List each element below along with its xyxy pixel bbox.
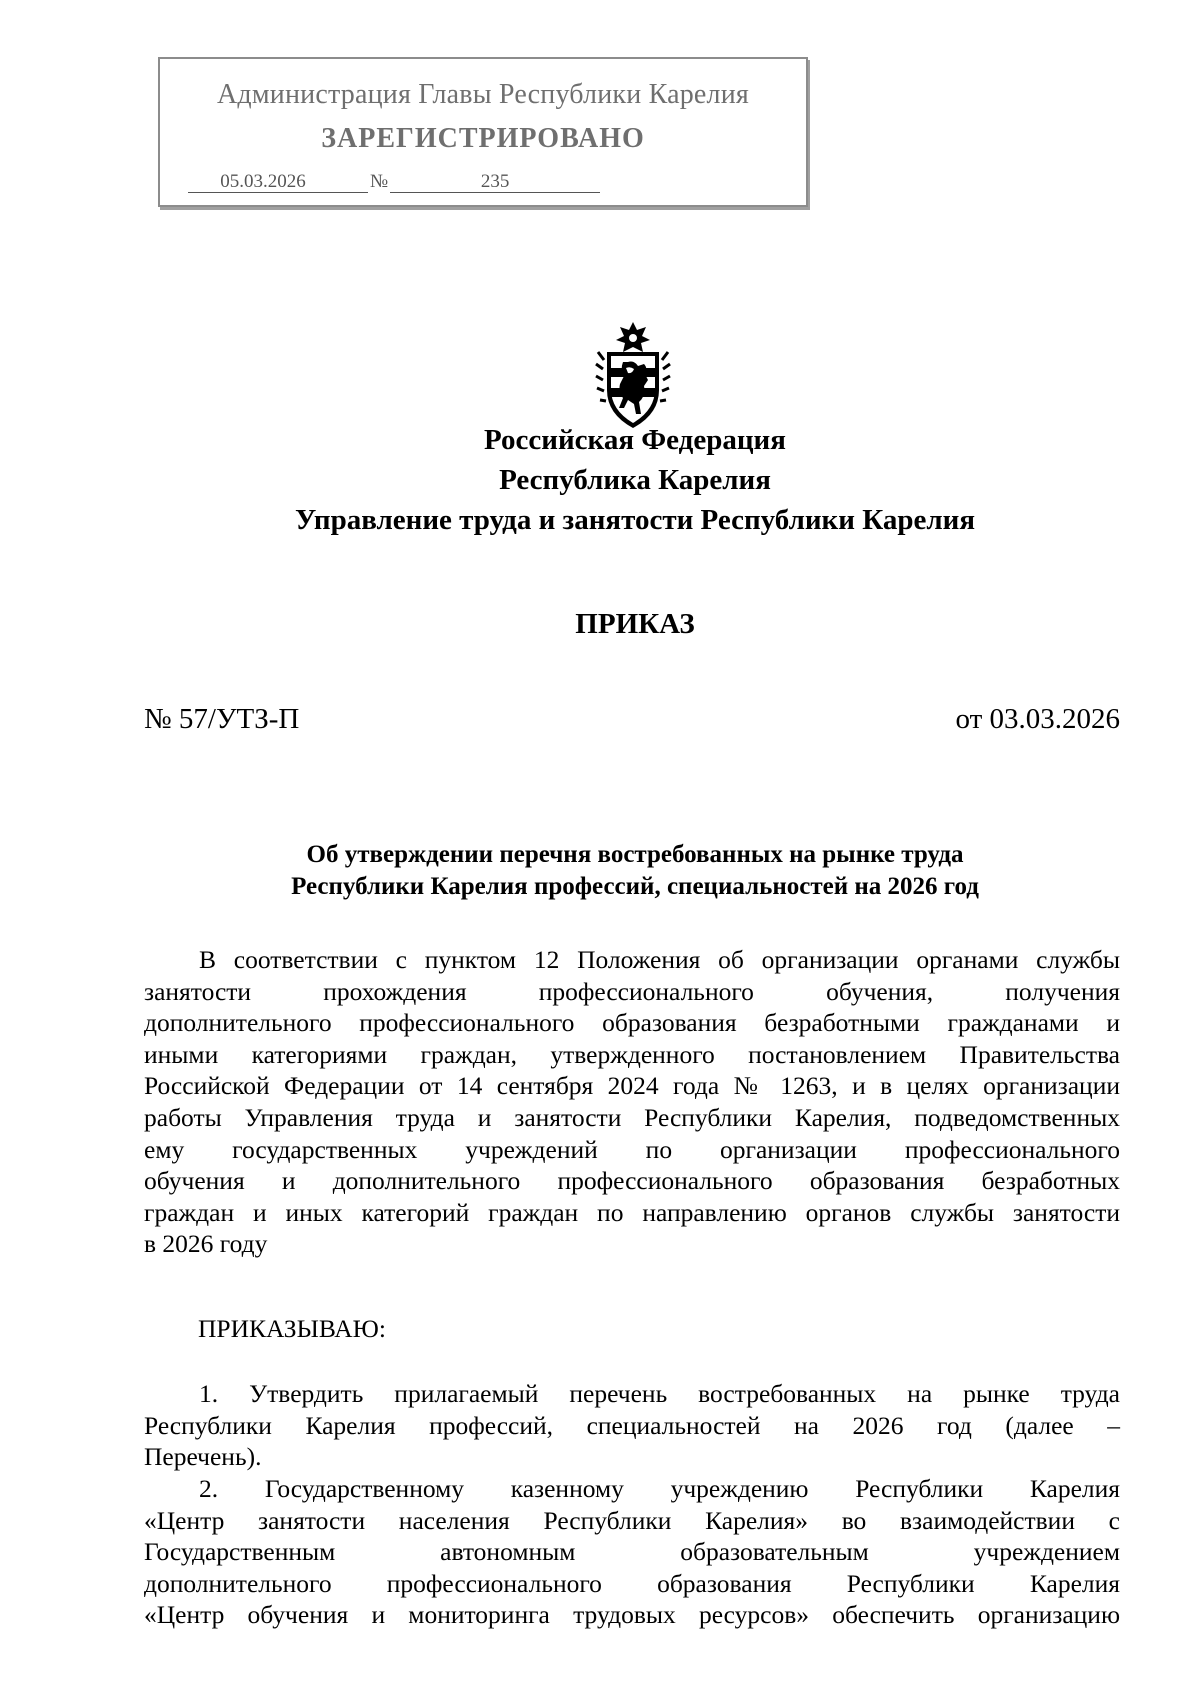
order-date: от 03.03.2026 (955, 703, 1120, 735)
stamp-number: 235 (390, 172, 600, 193)
item-line: Республики Карелия профессий, специальностей на 2026 год (далее – (144, 1410, 1120, 1440)
preamble-line: обучения и дополнительного профессионального образования безработных (144, 1166, 1120, 1196)
preamble-line: ему государственных учреждений по организации профессионального (144, 1134, 1120, 1164)
preamble-line: в 2026 году (144, 1229, 268, 1259)
registration-stamp (158, 57, 808, 207)
stamp-organization: Администрация Главы Республики Карелия (217, 79, 749, 110)
subject-line-2: Республики Карелия профессий, специальностей на 2026 год (291, 873, 979, 900)
preamble-line: дополнительного профессионального образования безработными гражданами и (144, 1008, 1120, 1038)
order-item-1 (144, 1378, 1120, 1473)
item-line: 1. Утвердить прилагаемый перечень востребованных на рынке труда (199, 1379, 1120, 1408)
item-line: дополнительного профессионального образования Республики Карелия (144, 1568, 1120, 1598)
item-line: «Центр занятости населения Республики Карелия» во взаимодействии с (144, 1505, 1120, 1535)
header-agency: Управление труда и занятости Республики Карелия (294, 504, 976, 536)
item-line: Государственным автономным образовательным учреждением (144, 1537, 1120, 1567)
preamble-line: занятости прохождения профессионального обучения, получения (144, 976, 1120, 1006)
item-line: «Центр обучения и мониторинга трудовых ресурсов» обеспечить организацию (144, 1600, 1120, 1630)
preamble-paragraph (144, 944, 1120, 1260)
order-number: № 57/УТЗ-П (144, 703, 300, 735)
document-type: ПРИКАЗ (575, 608, 695, 640)
stamp-number-sign: № (370, 171, 389, 192)
coat-of-arms-karelia-icon (590, 322, 676, 432)
stamp-status: ЗАРЕГИСТРИРОВАНО (321, 123, 645, 154)
stamp-gap (338, 172, 368, 193)
header-country: Российская Федерация (484, 424, 786, 456)
preamble-line: Российской Федерации от 14 сентября 2024 года № 1263, и в целях организации (144, 1071, 1120, 1101)
order-item-2 (144, 1473, 1120, 1631)
preamble-line: В соответствии с пунктом 12 Положения об организации органами службы (199, 945, 1120, 974)
subject-line-1: Об утверждении перечня востребованных на рынке труда (306, 841, 964, 868)
header-region: Республика Карелия (499, 464, 771, 496)
stamp-registration-line (188, 171, 600, 193)
preamble-line: работы Управления труда и занятости Республики Карелия, подведомственных (144, 1102, 1120, 1132)
item-line: 2. Государственному казенному учреждению Республики Карелия (199, 1474, 1120, 1503)
order-word: ПРИКАЗЫВАЮ: (198, 1314, 386, 1343)
preamble-line: граждан и иных категорий граждан по направлению органов службы занятости (144, 1197, 1120, 1227)
item-line: Перечень). (144, 1442, 262, 1472)
preamble-line: иными категориями граждан, утвержденного постановлением Правительства (144, 1039, 1120, 1069)
stamp-date: 05.03.2026 (188, 172, 338, 193)
